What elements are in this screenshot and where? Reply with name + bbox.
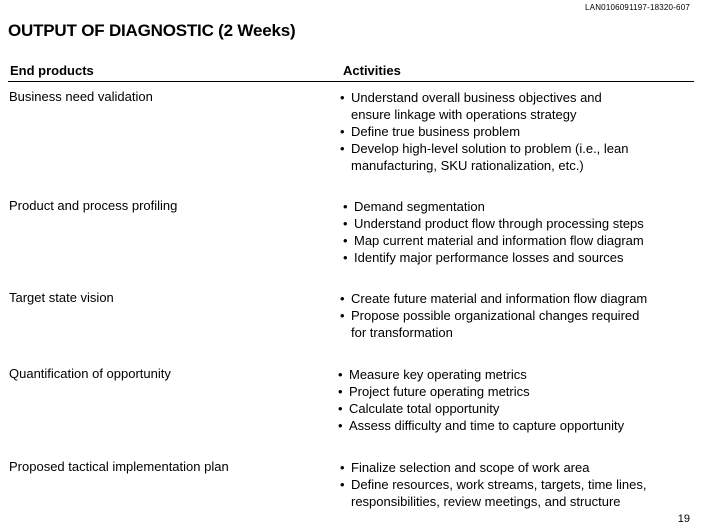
bullet-icon: • <box>338 384 343 399</box>
activity-text: Create future material and information flow diagram <box>351 291 648 306</box>
bullet-icon: • <box>340 308 345 323</box>
bullet-icon: • <box>338 367 343 382</box>
column-header-activities: Activities <box>343 63 401 78</box>
activity-item <box>340 307 647 324</box>
activity-text: Demand segmentation <box>354 199 485 214</box>
bullet-icon: • <box>340 124 345 139</box>
activity-text: Calculate total opportunity <box>349 401 500 416</box>
activity-item <box>338 383 624 400</box>
page-number: 19 <box>677 513 690 525</box>
bullet-icon: • <box>343 199 348 214</box>
activity-text: Define true business problem <box>351 124 521 139</box>
activity-text: Define resources, work streams, targets, time lines, <box>351 477 647 492</box>
activity-text: for transformation <box>351 325 453 340</box>
bullet-icon: • <box>340 477 345 492</box>
activity-item <box>340 290 647 307</box>
end-product-label: Product and process profiling <box>9 198 178 213</box>
header-divider <box>8 81 694 82</box>
bullet-icon: • <box>340 90 345 105</box>
activity-list <box>340 89 629 174</box>
activity-item-continuation <box>340 157 629 174</box>
activity-text: responsibilities, review meetings, and structure <box>351 494 621 509</box>
bullet-icon: • <box>340 291 345 306</box>
column-header-end-products: End products <box>10 63 94 78</box>
activity-text: Understand overall business objectives and <box>351 90 602 105</box>
activity-item <box>343 232 644 249</box>
activity-text: Assess difficulty and time to capture opportunity <box>349 418 625 433</box>
activity-item <box>343 215 644 232</box>
bullet-icon: • <box>338 418 343 433</box>
activity-text: ensure linkage with operations strategy <box>351 107 577 122</box>
activity-list <box>340 290 647 341</box>
activity-item <box>340 459 647 476</box>
activity-list <box>343 198 644 266</box>
activity-item <box>343 249 644 266</box>
activity-item <box>338 366 624 383</box>
activity-text: Map current material and information flow diagram <box>354 233 644 248</box>
activity-text: Develop high-level solution to problem (i.e., lean <box>351 141 629 156</box>
activity-item <box>338 417 624 434</box>
bullet-icon: • <box>343 233 348 248</box>
bullet-icon: • <box>343 216 348 231</box>
activity-item <box>338 400 624 417</box>
activity-item <box>340 476 647 493</box>
activity-text: manufacturing, SKU rationalization, etc.) <box>351 158 584 173</box>
activity-item-continuation <box>340 324 647 341</box>
activity-item-continuation <box>340 493 647 510</box>
activity-item <box>340 89 629 106</box>
bullet-icon: • <box>340 460 345 475</box>
activity-list <box>338 366 624 434</box>
bullet-icon: • <box>340 141 345 156</box>
activity-text: Identify major performance losses and sources <box>354 250 624 265</box>
activity-list <box>340 459 647 510</box>
activity-item <box>343 198 644 215</box>
end-product-label: Business need validation <box>9 89 153 104</box>
document-id: LAN0106091197-18320-607 <box>585 3 690 12</box>
bullet-icon: • <box>343 250 348 265</box>
activity-item <box>340 140 629 157</box>
activity-item-continuation <box>340 106 629 123</box>
end-product-label: Quantification of opportunity <box>9 366 171 381</box>
activity-item <box>340 123 629 140</box>
activity-text: Measure key operating metrics <box>349 367 527 382</box>
activity-text: Propose possible organizational changes required <box>351 308 640 323</box>
page-title: OUTPUT OF DIAGNOSTIC (2 Weeks) <box>8 21 296 40</box>
end-product-label: Proposed tactical implementation plan <box>9 459 229 474</box>
bullet-icon: • <box>338 401 343 416</box>
activity-text: Understand product flow through processing steps <box>354 216 644 231</box>
activity-text: Project future operating metrics <box>349 384 530 399</box>
end-product-label: Target state vision <box>9 290 114 305</box>
activity-text: Finalize selection and scope of work area <box>351 460 590 475</box>
